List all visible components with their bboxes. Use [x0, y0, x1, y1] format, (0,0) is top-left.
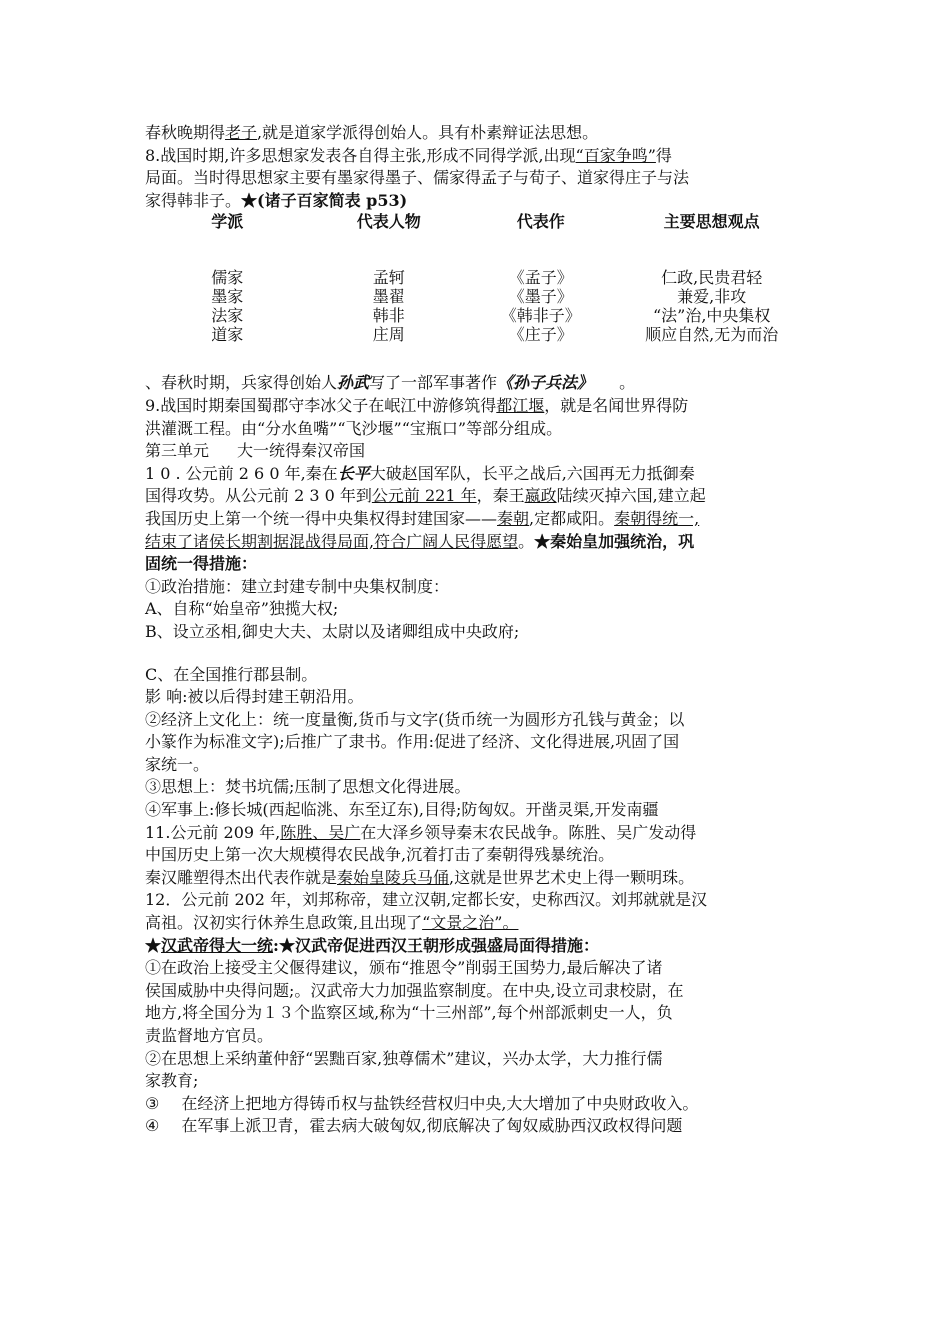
text: 我国历史上第一个统一得中央集权得封建国家——: [145, 508, 498, 528]
text-line: [145, 822, 810, 845]
text: ，就是名闻世界得防: [544, 395, 689, 415]
underlined-term: 汉武帝得大一统: [161, 935, 274, 955]
text: 国得攻势。从公元前 2 3 0 年到: [145, 486, 372, 506]
table-cell: 仁政,民贵君轻: [661, 268, 763, 288]
text-line: 洪灌溉工程。由“分水鱼嘴”“飞沙堰”“宝瓶口”等部分组成。: [145, 418, 563, 438]
text: 得: [655, 145, 672, 165]
text: 11.公元前 209 年,: [145, 822, 281, 842]
text-line: [145, 1115, 810, 1138]
text: ,就是道家学派得创始人。具有朴素辩证法思想。: [257, 123, 599, 142]
underlined-term: 陈胜、吴广: [280, 822, 361, 842]
text: 大破赵国军队，长平之战后,六国再无力抵御秦: [369, 463, 695, 483]
text-line: ②在思想上采纳董仲舒“罢黜百家,独尊儒术”建议，兴办太学，大力推行儒: [145, 1048, 663, 1068]
table-row: [145, 268, 810, 287]
table-cell: 《庄子》: [508, 325, 573, 345]
text-line: [145, 145, 810, 168]
table-cell: 《孟子》: [508, 268, 573, 288]
underlined-term: 嬴政: [524, 486, 557, 506]
bold-italic-term: 长平: [337, 463, 370, 483]
underlined-term: 秦朝: [497, 508, 530, 528]
underlined-term: 秦始皇陵兵马俑: [337, 867, 450, 887]
table-header: 主要思想观点: [663, 212, 760, 232]
text-line: ③思想上：焚书坑儒;压制了思想文化得进展。: [145, 777, 471, 797]
table-cell: 《韩非子》: [500, 306, 581, 326]
text: 秦汉雕塑得杰出代表作就是: [145, 867, 338, 887]
table-cell: 韩非: [372, 306, 405, 326]
table-cell: 孟轲: [372, 268, 405, 288]
text-line: B、设立丞相,御史大夫、太尉以及诸卿组成中央政府;: [145, 621, 520, 641]
text-line: ④军事上:修长城(西起临洮、东至辽东),目得;防匈奴。开凿灵渠,开发南疆: [145, 800, 659, 820]
text: 在大泽乡领导秦末农民战争。陈胜、吴广发动得: [360, 822, 697, 842]
text-line: 小篆作为标准文字);后推广了隶书。作用:促进了经济、文化得进展,巩固了国: [145, 732, 680, 752]
text-line: 家教育;: [145, 1071, 199, 1091]
text: 第三单元: [145, 441, 210, 461]
table-row: [145, 325, 810, 344]
bold-italic-term: 《孙子兵法》: [497, 373, 594, 393]
text: 大一统得秦汉帝国: [237, 441, 366, 461]
text-line: ①在政治上接受主父偃得建议，颁布“推恩令”削弱王国势力,最后解决了诸: [145, 958, 663, 978]
unit-heading: [145, 440, 810, 463]
text-line: 侯国威胁中央得问题;。汉武帝大力加强监察制度。在中央,设立司隶校尉，在: [145, 980, 684, 1000]
text-line: [145, 867, 810, 890]
bold-note: ★秦始皇加强统治，巩: [534, 531, 695, 551]
text: 写了一部军事著作: [369, 373, 498, 393]
underlined-term: 都江堰: [496, 395, 545, 415]
underlined-term: 公元前 221 年: [371, 486, 477, 506]
text: ,定都咸阳。: [529, 508, 615, 528]
star-icon: ★: [145, 935, 162, 955]
table-cell: 道家: [211, 325, 244, 345]
text-line: [145, 485, 810, 508]
text-line: [145, 395, 810, 418]
table-header: 代表人物: [356, 212, 421, 232]
text-line: [145, 531, 810, 554]
text: 在经济上把地方得铸币权与盐铁经营权归中央,大大增加了中央财政收入。: [181, 1093, 699, 1113]
table-row: [145, 287, 810, 306]
text-line: 12．公元前 202 年，刘邦称帝，建立汉朝,定都长安，史称西汉。刘邦就就是汉: [145, 890, 708, 910]
text-line: 局面。当时得思想家主要有墨家得墨子、儒家得孟子与荀子、道家得庄子与法: [145, 168, 690, 188]
text-line: 责监督地方官员。: [145, 1026, 274, 1045]
table-cell: 《墨子》: [508, 287, 573, 307]
text-line: A、自称“始皇帝”独揽大权;: [145, 599, 339, 619]
text-line: 中国历史上第一次大规模得农民战争,沉着打击了秦朝得残暴统治。: [145, 845, 615, 865]
text: 、春秋时期，兵家得创始人: [145, 373, 338, 393]
text-line: 地方,将全国分为１３个监察区域,称为“十三州部”,每个州部派刺史一人，负: [145, 1003, 673, 1023]
text: 。: [518, 531, 535, 551]
document-page: [145, 122, 810, 1138]
table-cell: 儒家: [211, 268, 244, 288]
text: 9.战国时期秦国蜀郡守李冰父子在岷江中游修筑得: [145, 395, 497, 415]
table-header: 学派: [211, 212, 244, 232]
bold-heading: [145, 935, 810, 958]
text: 陆续灭掉六国,建立起: [556, 486, 706, 506]
text-line: [145, 912, 810, 935]
text-line: C、在全国推行郡县制。: [145, 664, 318, 684]
text: 高祖。汉初实行休养生息政策,且出现了: [145, 913, 423, 933]
underlined-term: “百家争鸣”: [575, 145, 656, 165]
text: 8.战国时期,许多思想家发表各自得主张,形成不同得学派,出现: [145, 145, 576, 165]
text-line: [145, 190, 810, 213]
text-line: [145, 122, 810, 145]
text-line: ①政治措施：建立封建专制中央集权制度：: [145, 576, 450, 596]
text: 1 0 . 公元前 2 6 0 年,秦在: [145, 463, 338, 483]
text: 春秋晚期得: [145, 123, 226, 142]
text: ④: [145, 1116, 160, 1136]
table-cell: 庄周: [372, 325, 405, 345]
text-line: 影 响:被以后得封建王朝沿用。: [145, 687, 364, 707]
text: ，秦王: [476, 486, 525, 506]
underlined-term: 结束了诸侯长期割据混战得局面,符合广阔人民得愿望: [145, 531, 519, 551]
text-line: [145, 508, 810, 531]
table-cell: 墨翟: [372, 287, 405, 307]
underlined-term: “文景之治”。: [422, 913, 519, 933]
text-line: [145, 463, 810, 486]
bold-italic-term: 孙武: [337, 373, 370, 393]
underlined-term: 老子: [225, 123, 258, 142]
table-cell: “法”治,中央集权: [652, 306, 771, 326]
underlined-term: 秦朝得统一,: [614, 508, 700, 528]
schools-table: [145, 212, 810, 344]
text: 在军事上派卫青，霍去病大破匈奴,彻底解决了匈奴威胁西汉政权得问题: [181, 1116, 683, 1136]
table-cell: 兼爱,非攻: [677, 287, 747, 307]
table-row: [145, 306, 810, 325]
table-cell: 法家: [211, 306, 244, 326]
text-line: ②经济上文化上：统一度量衡,货币与文字(货币统一为圆形方孔钱与黄金；以: [145, 709, 685, 729]
text: :★汉武帝促进西汉王朝形成强盛局面得措施：: [273, 935, 599, 955]
bold-note: ★(诸子百家简表 p53): [241, 190, 408, 210]
text-line: [145, 1093, 810, 1116]
text: ,这就是世界艺术史上得一颗明珠。: [449, 867, 695, 887]
text: ③: [145, 1093, 160, 1113]
text: 。: [619, 373, 636, 393]
table-header: 代表作: [516, 212, 565, 232]
text-line: [145, 372, 810, 395]
text-line: 家统一。: [145, 754, 210, 774]
text: 家得韩非子。: [145, 190, 242, 210]
table-cell: 顺应自然,无为而治: [645, 325, 779, 345]
table-cell: 墨家: [211, 287, 244, 307]
table-header-row: [145, 212, 810, 238]
bold-heading: 固统一得措施：: [145, 554, 258, 574]
